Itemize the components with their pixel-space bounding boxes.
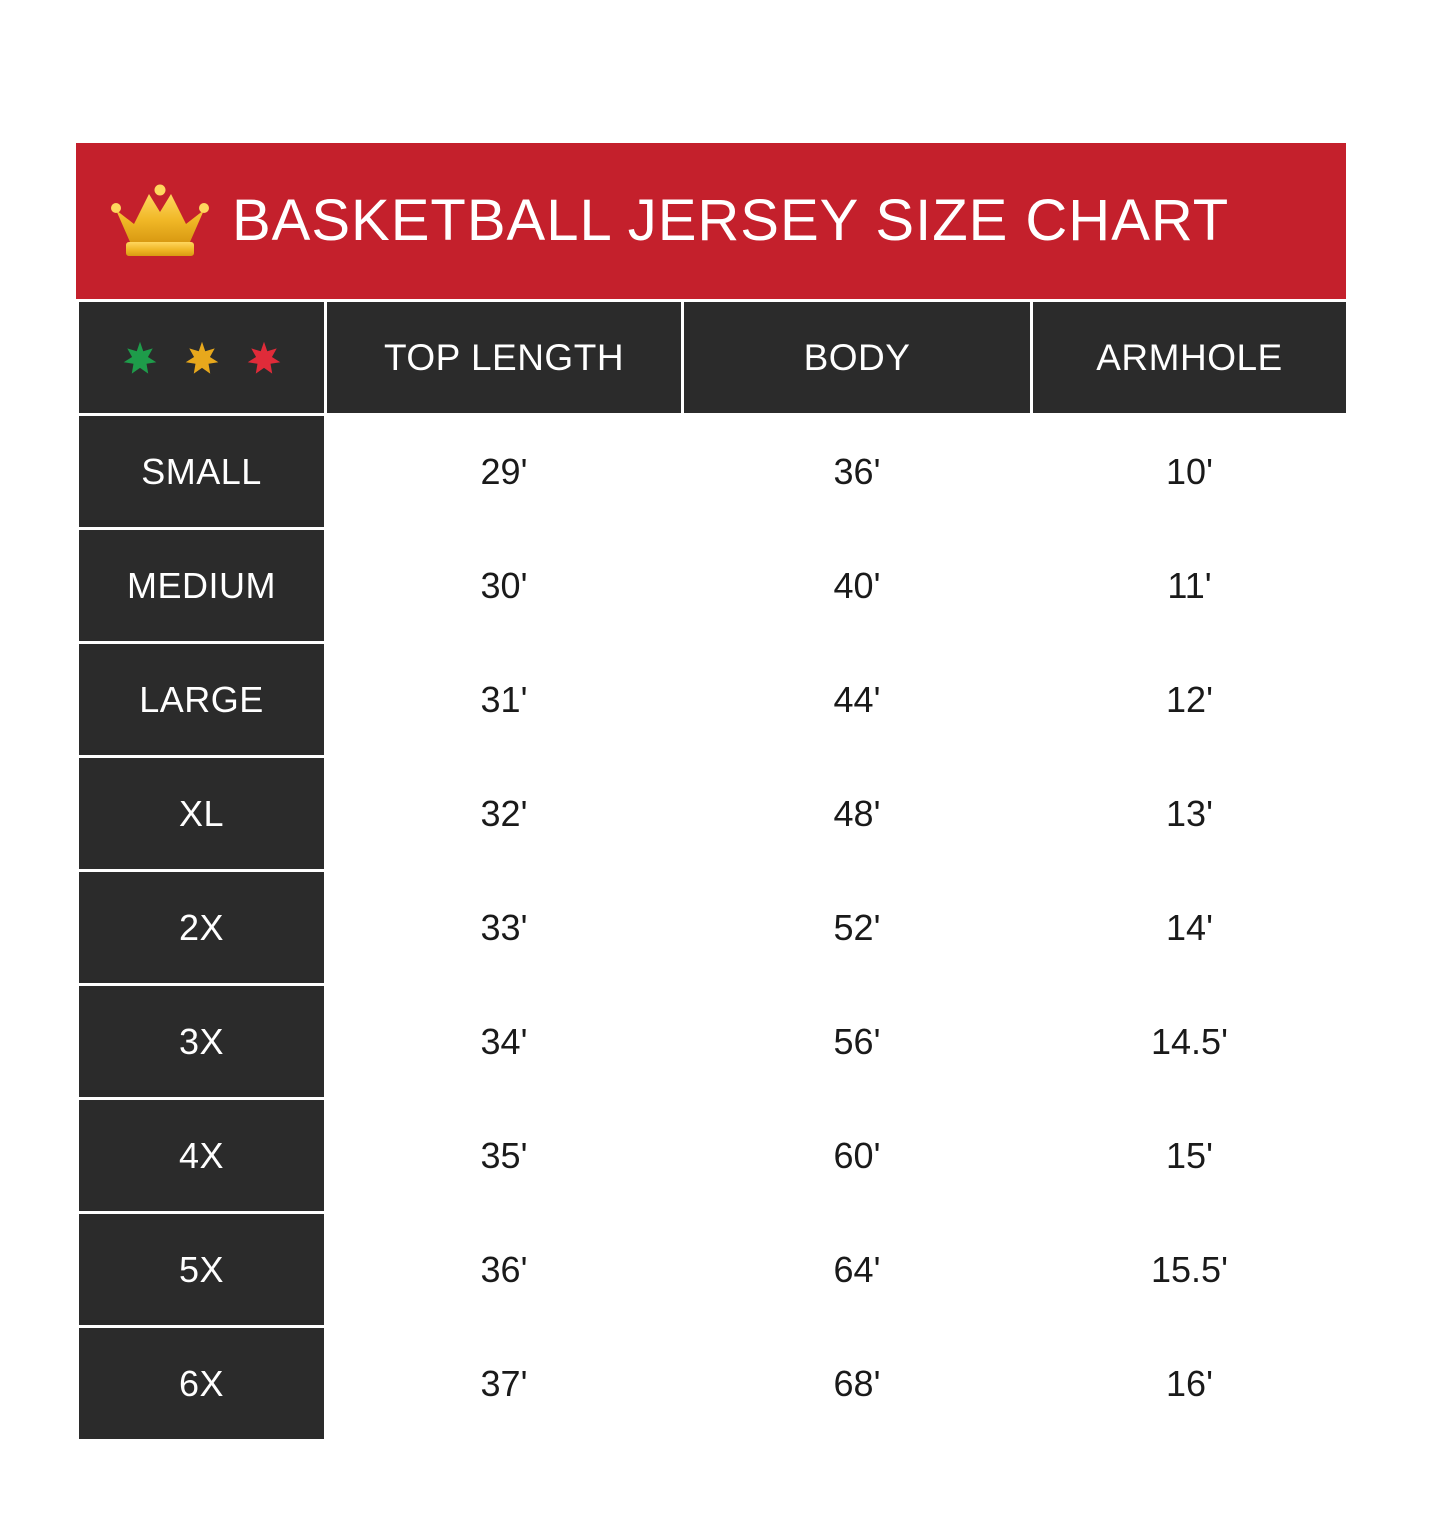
table-row — [78, 985, 1348, 1099]
column-header-armhole: ARMHOLE — [1032, 301, 1348, 415]
size-label: SMALL — [78, 415, 326, 529]
cell-top-length: 30' — [326, 529, 683, 643]
star-green-icon — [123, 341, 157, 375]
cell-top-length: 34' — [326, 985, 683, 1099]
size-label: 5X — [78, 1213, 326, 1327]
cell-armhole: 10' — [1032, 415, 1348, 529]
table-row — [78, 529, 1348, 643]
cell-body: 56' — [683, 985, 1032, 1099]
table-row — [78, 1213, 1348, 1327]
table-row — [78, 643, 1348, 757]
table-header-row — [78, 301, 1348, 415]
table-row — [78, 871, 1348, 985]
cell-top-length: 32' — [326, 757, 683, 871]
table-row — [78, 1327, 1348, 1441]
cell-body: 48' — [683, 757, 1032, 871]
star-gold-icon — [185, 341, 219, 375]
cell-armhole: 14.5' — [1032, 985, 1348, 1099]
table-row — [78, 1099, 1348, 1213]
cell-armhole: 13' — [1032, 757, 1348, 871]
cell-body: 68' — [683, 1327, 1032, 1441]
stars-group — [79, 341, 324, 375]
size-chart-container — [76, 143, 1346, 1442]
cell-top-length: 31' — [326, 643, 683, 757]
star-red-icon — [247, 341, 281, 375]
stars-header-cell — [78, 301, 326, 415]
cell-top-length: 35' — [326, 1099, 683, 1213]
table-body — [78, 415, 1348, 1441]
size-label: 2X — [78, 871, 326, 985]
size-label: 6X — [78, 1327, 326, 1441]
cell-body: 44' — [683, 643, 1032, 757]
size-label: 3X — [78, 985, 326, 1099]
page-title: BASKETBALL JERSEY SIZE CHART — [232, 188, 1230, 253]
cell-top-length: 36' — [326, 1213, 683, 1327]
cell-body: 52' — [683, 871, 1032, 985]
cell-top-length: 37' — [326, 1327, 683, 1441]
size-label: MEDIUM — [78, 529, 326, 643]
cell-armhole: 11' — [1032, 529, 1348, 643]
cell-body: 60' — [683, 1099, 1032, 1213]
table-row — [78, 415, 1348, 529]
size-label: LARGE — [78, 643, 326, 757]
cell-body: 40' — [683, 529, 1032, 643]
column-header-body: BODY — [683, 301, 1032, 415]
table-header — [78, 301, 1348, 415]
cell-armhole: 15' — [1032, 1099, 1348, 1213]
size-label: XL — [78, 757, 326, 871]
cell-armhole: 14' — [1032, 871, 1348, 985]
column-header-top-length: TOP LENGTH — [326, 301, 683, 415]
chart-title-banner — [76, 143, 1346, 299]
size-chart-table — [76, 299, 1349, 1442]
table-row — [78, 757, 1348, 871]
cell-body: 36' — [683, 415, 1032, 529]
cell-armhole: 12' — [1032, 643, 1348, 757]
cell-top-length: 29' — [326, 415, 683, 529]
cell-body: 64' — [683, 1213, 1032, 1327]
cell-armhole: 16' — [1032, 1327, 1348, 1441]
cell-armhole: 15.5' — [1032, 1213, 1348, 1327]
crown-icon — [110, 180, 210, 266]
cell-top-length: 33' — [326, 871, 683, 985]
size-label: 4X — [78, 1099, 326, 1213]
